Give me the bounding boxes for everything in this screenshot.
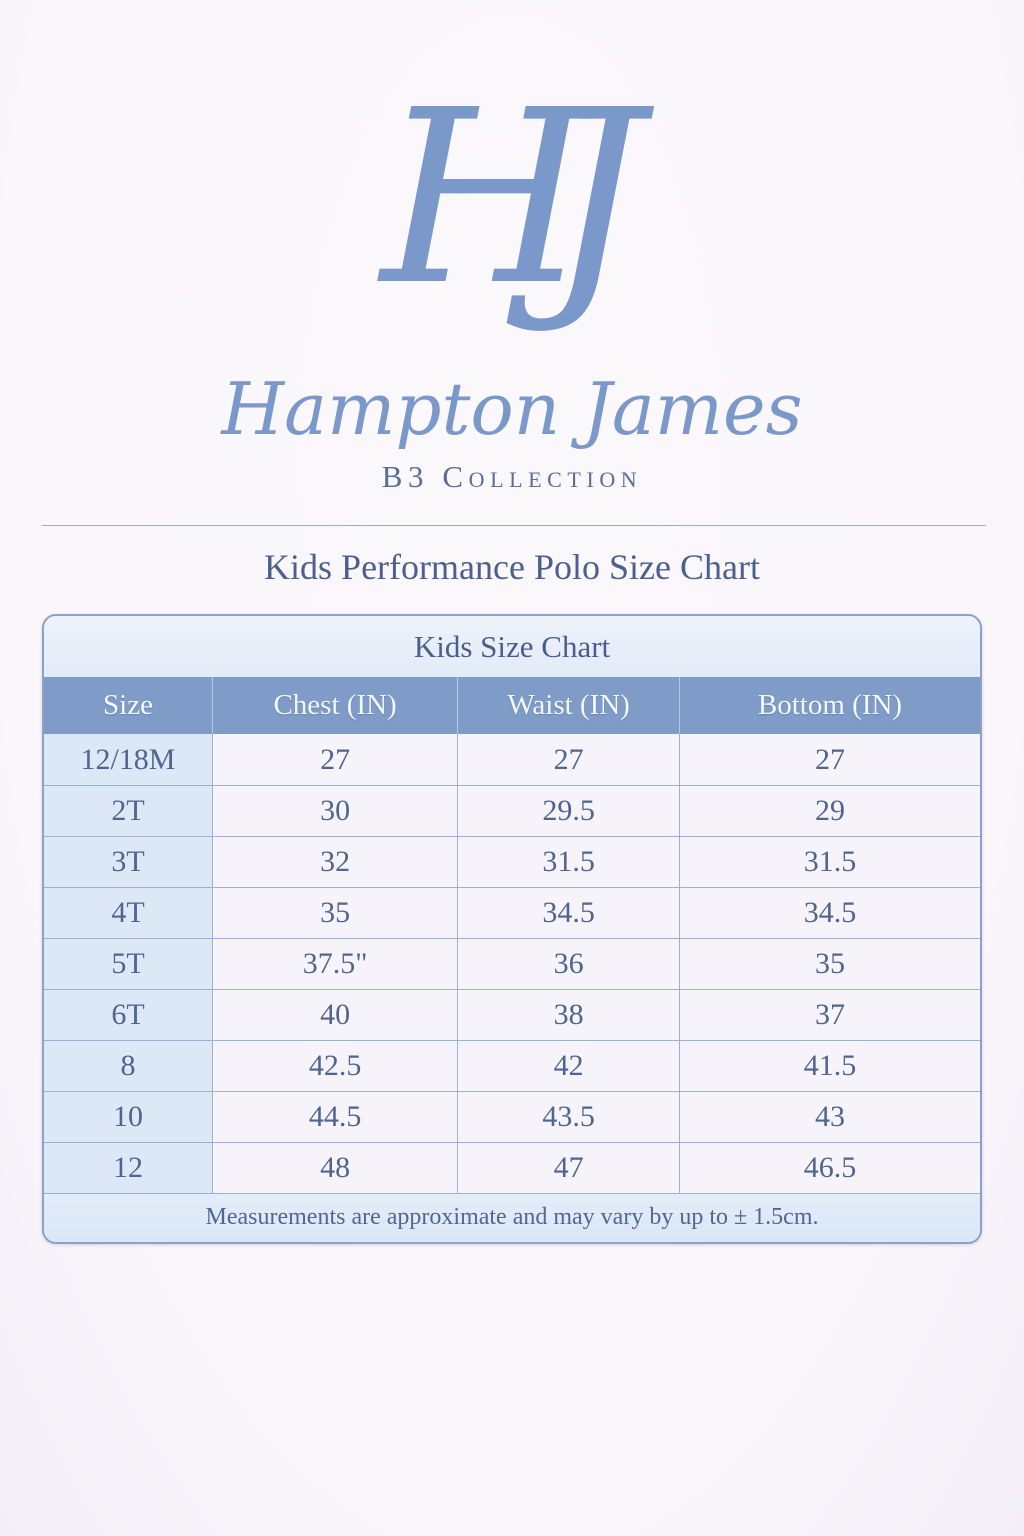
size-chart-title: Kids Size Chart [44, 616, 980, 677]
size-label-cell: 8 [44, 1040, 212, 1091]
table-row [44, 1040, 980, 1091]
size-chart-body [44, 734, 980, 1193]
measurement-cell: 27 [458, 734, 680, 785]
size-label-cell: 12/18M [44, 734, 212, 785]
divider-line [42, 525, 986, 526]
measurement-cell: 47 [458, 1142, 680, 1193]
table-row [44, 1091, 980, 1142]
measurement-cell: 43 [680, 1091, 980, 1142]
table-row [44, 887, 980, 938]
size-chart-table [44, 677, 980, 1193]
size-label-cell: 4T [44, 887, 212, 938]
measurement-cell: 34.5 [680, 887, 980, 938]
measurement-cell: 43.5 [458, 1091, 680, 1142]
measurement-cell: 30 [212, 785, 457, 836]
column-header-size: Size [44, 677, 212, 734]
measurement-cell: 35 [680, 938, 980, 989]
size-label-cell: 12 [44, 1142, 212, 1193]
size-label-cell: 5T [44, 938, 212, 989]
table-row [44, 989, 980, 1040]
brand-monogram-icon: HJ [380, 58, 600, 338]
measurement-cell: 31.5 [680, 836, 980, 887]
brand-collection-label: B3 Collection [381, 459, 643, 495]
table-row [44, 785, 980, 836]
measurement-cell: 35 [212, 887, 457, 938]
measurement-cell: 44.5 [212, 1091, 457, 1142]
measurement-cell: 31.5 [458, 836, 680, 887]
measurement-cell: 37.5" [212, 938, 457, 989]
column-header-waist: Waist (IN) [458, 677, 680, 734]
page-title: Kids Performance Polo Size Chart [264, 547, 760, 588]
column-header-chest: Chest (IN) [212, 677, 457, 734]
measurement-note: Measurements are approximate and may vary by up to ± 1.5cm. [44, 1193, 980, 1242]
measurement-cell: 46.5 [680, 1142, 980, 1193]
measurement-cell: 48 [212, 1142, 457, 1193]
measurement-cell: 29.5 [458, 785, 680, 836]
table-row [44, 938, 980, 989]
measurement-cell: 27 [680, 734, 980, 785]
size-label-cell: 6T [44, 989, 212, 1040]
table-row [44, 836, 980, 887]
measurement-cell: 41.5 [680, 1040, 980, 1091]
brand-logo [42, 0, 982, 495]
measurement-cell: 40 [212, 989, 457, 1040]
measurement-cell: 42 [458, 1040, 680, 1091]
measurement-cell: 36 [458, 938, 680, 989]
column-header-bottom: Bottom (IN) [680, 677, 980, 734]
size-label-cell: 10 [44, 1091, 212, 1142]
measurement-cell: 27 [212, 734, 457, 785]
table-row [44, 1142, 980, 1193]
measurement-cell: 38 [458, 989, 680, 1040]
measurement-cell: 32 [212, 836, 457, 887]
size-chart-card [42, 614, 982, 1244]
header-row [44, 677, 980, 734]
table-row [44, 734, 980, 785]
measurement-cell: 42.5 [212, 1040, 457, 1091]
size-label-cell: 2T [44, 785, 212, 836]
measurement-cell: 29 [680, 785, 980, 836]
size-label-cell: 3T [44, 836, 212, 887]
measurement-cell: 37 [680, 989, 980, 1040]
brand-name: Hampton James [221, 367, 803, 451]
measurement-cell: 34.5 [458, 887, 680, 938]
size-chart-page [42, 0, 982, 1244]
